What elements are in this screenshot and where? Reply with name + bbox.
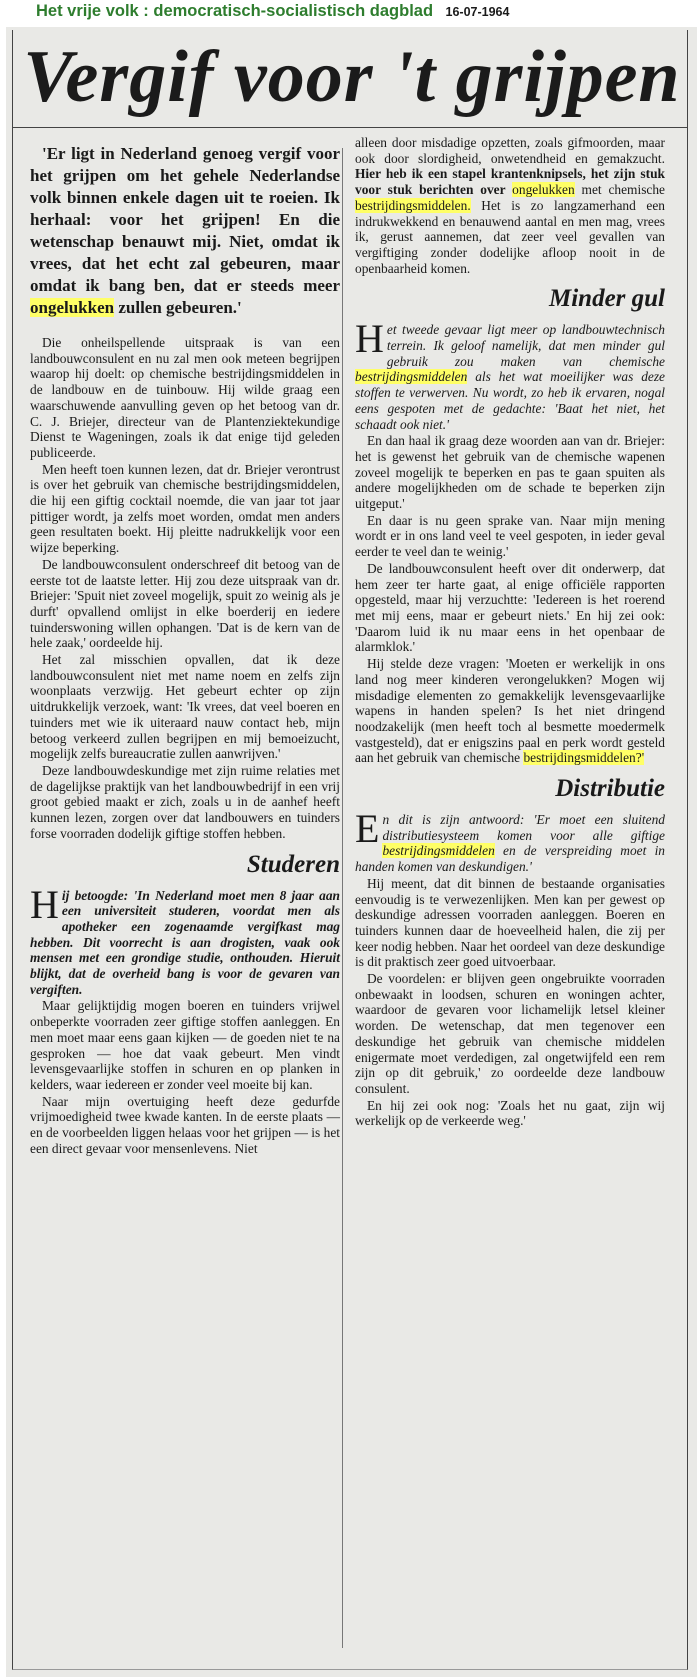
highlight-term: ongelukken xyxy=(512,182,575,198)
paragraph: Hij stelde deze vragen: 'Moeten er werkelijk in ons land nog meer kinderen verongelukken? Mogen wij misdadige elementen zo gemakkelijk levensgevaarlijke wapens in handen spelen? Is het niet dringend noodzakelijk (men heeft toch al besmette moedermelk vastgesteld), dat er enigszins paal en perk wordt gesteld aan het gebruik van chemische bestrijdingsmiddelen?' xyxy=(355,656,665,766)
subheading-studeren: Studeren xyxy=(246,850,340,878)
paragraph: De voordelen: er blijven geen ongebruikte voorraden onbewaakt in loodsen, schuren en woningen achter, waardoor de gevaren voor lichamelijk letsel kleiner worden. De wetenschap, dat men tegenover een deskundige het gebruik van chemische middelen enigermate moet verdedigen, zal ongetwijfeld een rem zijn op dit gebruik,' zo oordeelde deze landbouw consulent. xyxy=(355,971,665,1096)
paragraph: alleen door misdadige opzetten, zoals gifmoorden, maar ook door slordigheid, onwetendheid en gemakzucht. Hier heb ik een stapel krantenknipsels, het zijn stuk voor stuk berichten over ongelukken met chemische bestrijdingsmiddelen. Het is zo langzamerhand een indrukwekkend en benauwend aantal en men mag, vrees ik, gerust aannemen, dat zeer veel gevallen van vergiftiging zonder dodelijke afloop nooit in de openbaarheid komen. xyxy=(355,135,665,276)
paragraph: De landbouwconsulent onderschreef dit betoog van de eerste tot de laatste letter. Hij zou deze uitspraak van dr. Briejer: 'Spuit niet zoveel mogelijk, spuit zo weinig als je durft' opvallend omlijst in elke boerderij en iedere tuinderswoning willen ophangen. 'Dat is de kern van de hele zaak,' oordeelde hij. xyxy=(30,556,340,651)
article-headline: Vergif voor 't grijpen xyxy=(23,36,681,118)
paragraph: De landbouwconsulent heeft over dit onderwerp, dat hem zeer ter harte gaat, al enige officiële rapporten opgesteld, maar hij verzuchtte: 'Iedereen is het roerend met mij eens, maar er gebeurt niets.' En hij zei ook: 'Daarom luid ik nu maar eens in het openbaar de alarmklok.' xyxy=(355,560,665,655)
paragraph: En hij zei ook nog: 'Zoals het nu gaat, zijn wij werkelijk op de verkeerde weg.' xyxy=(355,1097,665,1129)
paragraph: En dan haal ik graag deze woorden aan van dr. Briejer: het is gewenst het gebruik van de chemische wapenen zoveel mogelijk te beperken en pas te gaan spuiten als andere mogelijkheden om de schade te beperken zijn uitgeput.' xyxy=(355,433,665,512)
highlight-term: bestrijdingsmiddelen. xyxy=(355,197,471,213)
paragraph: En daar is nu geen sprake van. Naar mijn mening wordt er in ons land veel te veel gespoten, in ieder geval eerder te veel dan te weinig.' xyxy=(355,512,665,560)
paragraph: Die onheilspellende uitspraak is van een landbouwconsulent en nu zal men ook meteen begrijpen waarop hij doelt: op chemische bestrijdingsmiddelen in de landbouw en de tuinbouw. Hij wilde graag een waarschuwende aanvulling geven op het betoog van dr. C. J. Briejer, directeur van de Plantenziektekundige Dienst te Wageningen, zoals ik dat enige tijd geleden publiceerde. xyxy=(30,335,340,460)
paragraph: Het zal misschien opvallen, dat ik deze landbouwconsulent niet met name noem en zelfs zijn woonplaats verzwijg. Het gebeurt echter op zijn uitdrukkelijk verzoek, want: 'Ik vrees, dat veel boeren en tuinders met wie ik uiteraard nauw contact heb, mijn betoog verkeerd zullen begrijpen en mij bemoeizucht, mogelijk zelfs bureaucratie zullen aanwrijven.' xyxy=(30,652,340,762)
highlight-term: bestrijdingsmiddelen?' xyxy=(523,750,645,766)
subheading-distributie: Distributie xyxy=(555,775,665,803)
highlight-term: ongelukken xyxy=(30,298,115,317)
paragraph: Men heeft toen kunnen lezen, dat dr. Briejer verontrust is over het gebruik van chemische bestrijdingsmiddelen, die hij een giftig cocktail noemde, die van jaar tot jaar pittiger wordt, ja zelfs moet worden, omdat men anders geen resultaten boekt. Hij pleitte nadrukkelijk voor een wijze beperking. xyxy=(30,461,340,556)
paragraph: Maar gelijktijdig mogen boeren en tuinders vrijwel onbeperkte voorraden zeer giftige stoffen aanleggen. En men moet maar eens gaan kijken — de goeden niet te na gesproken — hoe dat vaak gebeurt. Men vindt levensgevaarlijke stoffen in schuren en op planken in kelders, waar iedereen er zonder veel moeite bij kan. xyxy=(30,998,340,1092)
lead-quote: 'Er ligt in Nederland genoeg vergif voor het grijpen om het gehele Nederlandse volk binnen enkele dagen uit te roeien. Ik herhaal: voor het grijpen! En die wetenschap benauwt mij. Niet, omdat ik vrees, dat het echt zal gebeuren, maar omdat ik bang ben, dat er steeds meer ongelukken zullen gebeuren.' xyxy=(30,144,340,317)
paragraph: Naar mijn overtuiging heeft deze gedurfde vrijmoedigheid twee kwade kanten. In de eerste plaats — en de voorbeelden liggen helaas voor het grijpen — is het een direct gevaar voor mensenlevens. Niet xyxy=(30,1093,340,1156)
headline-rule xyxy=(12,127,688,128)
drop-cap: E xyxy=(355,806,380,852)
highlight-term: bestrijdingsmiddelen xyxy=(355,369,468,385)
paragraph: En dit is zijn antwoord: 'Er moet een sluitend distributiesysteem komen voor alle giftige bestrijdingsmiddelen en de verspreiding moet in handen komen van deskundigen.' xyxy=(355,806,665,875)
right-column xyxy=(355,135,665,1130)
page-header xyxy=(36,2,509,26)
publication-date: 16-07-1964 xyxy=(445,5,510,19)
newspaper-title: Het vrije volk : democratisch-socialistisch dagblad xyxy=(36,2,434,20)
drop-cap: H xyxy=(355,316,384,362)
paragraph: Hij meent, dat dit binnen de bestaande organisaties eenvoudig is te verwezenlijken. Men kan per gewest op deskundige adressen voorraden aanleggen. Boeren en tuinders kunnen daar de hoeveelheid halen, die zij per keer nodig hebben. Naar het oordeel van deze deskundige is dit praktisch zeer goed uitvoerbaar. xyxy=(355,875,665,970)
drop-cap: H xyxy=(30,881,59,927)
paragraph: Hij betoogde: 'In Nederland moet men 8 jaar aan een universiteit studeren, voordat men als apotheker een zogenaamde vergifkast mag hebben. Dit voorrecht is aan drogisten, vaak ook mensen met een grondige studie, onthouden. Hieruit blijkt, dat de overheid bang is voor de gevaren van vergiften. xyxy=(30,881,340,997)
subheading-minder-gul: Minder gul xyxy=(548,285,665,313)
paragraph: Deze landbouwdeskundige met zijn ruime relaties met de dagelijkse praktijk van het landbouwbedrijf in een vrij groot gebied maakt er zich, zoals u in de aanhef heeft kunnen lezen, zorgen over dat landbouwers en tuinders forse voorraden dodelijk giftige stoffen hebben. xyxy=(30,762,340,841)
left-column xyxy=(30,135,340,1157)
column-divider xyxy=(342,148,343,1648)
highlight-term: bestrijdingsmiddelen xyxy=(382,843,495,859)
paragraph: Het tweede gevaar ligt meer op landbouwtechnisch terrein. Ik geloof namelijk, dat men minder gul gebruik zou maken van chemische bestrijdingsmiddelen als het wat moeilijker was deze stoffen te verwerven. Nu wordt, zo heb ik ervaren, nogal eens gespoten met de gedachte: 'Baat het niet, het schaadt ook niet.' xyxy=(355,316,665,432)
